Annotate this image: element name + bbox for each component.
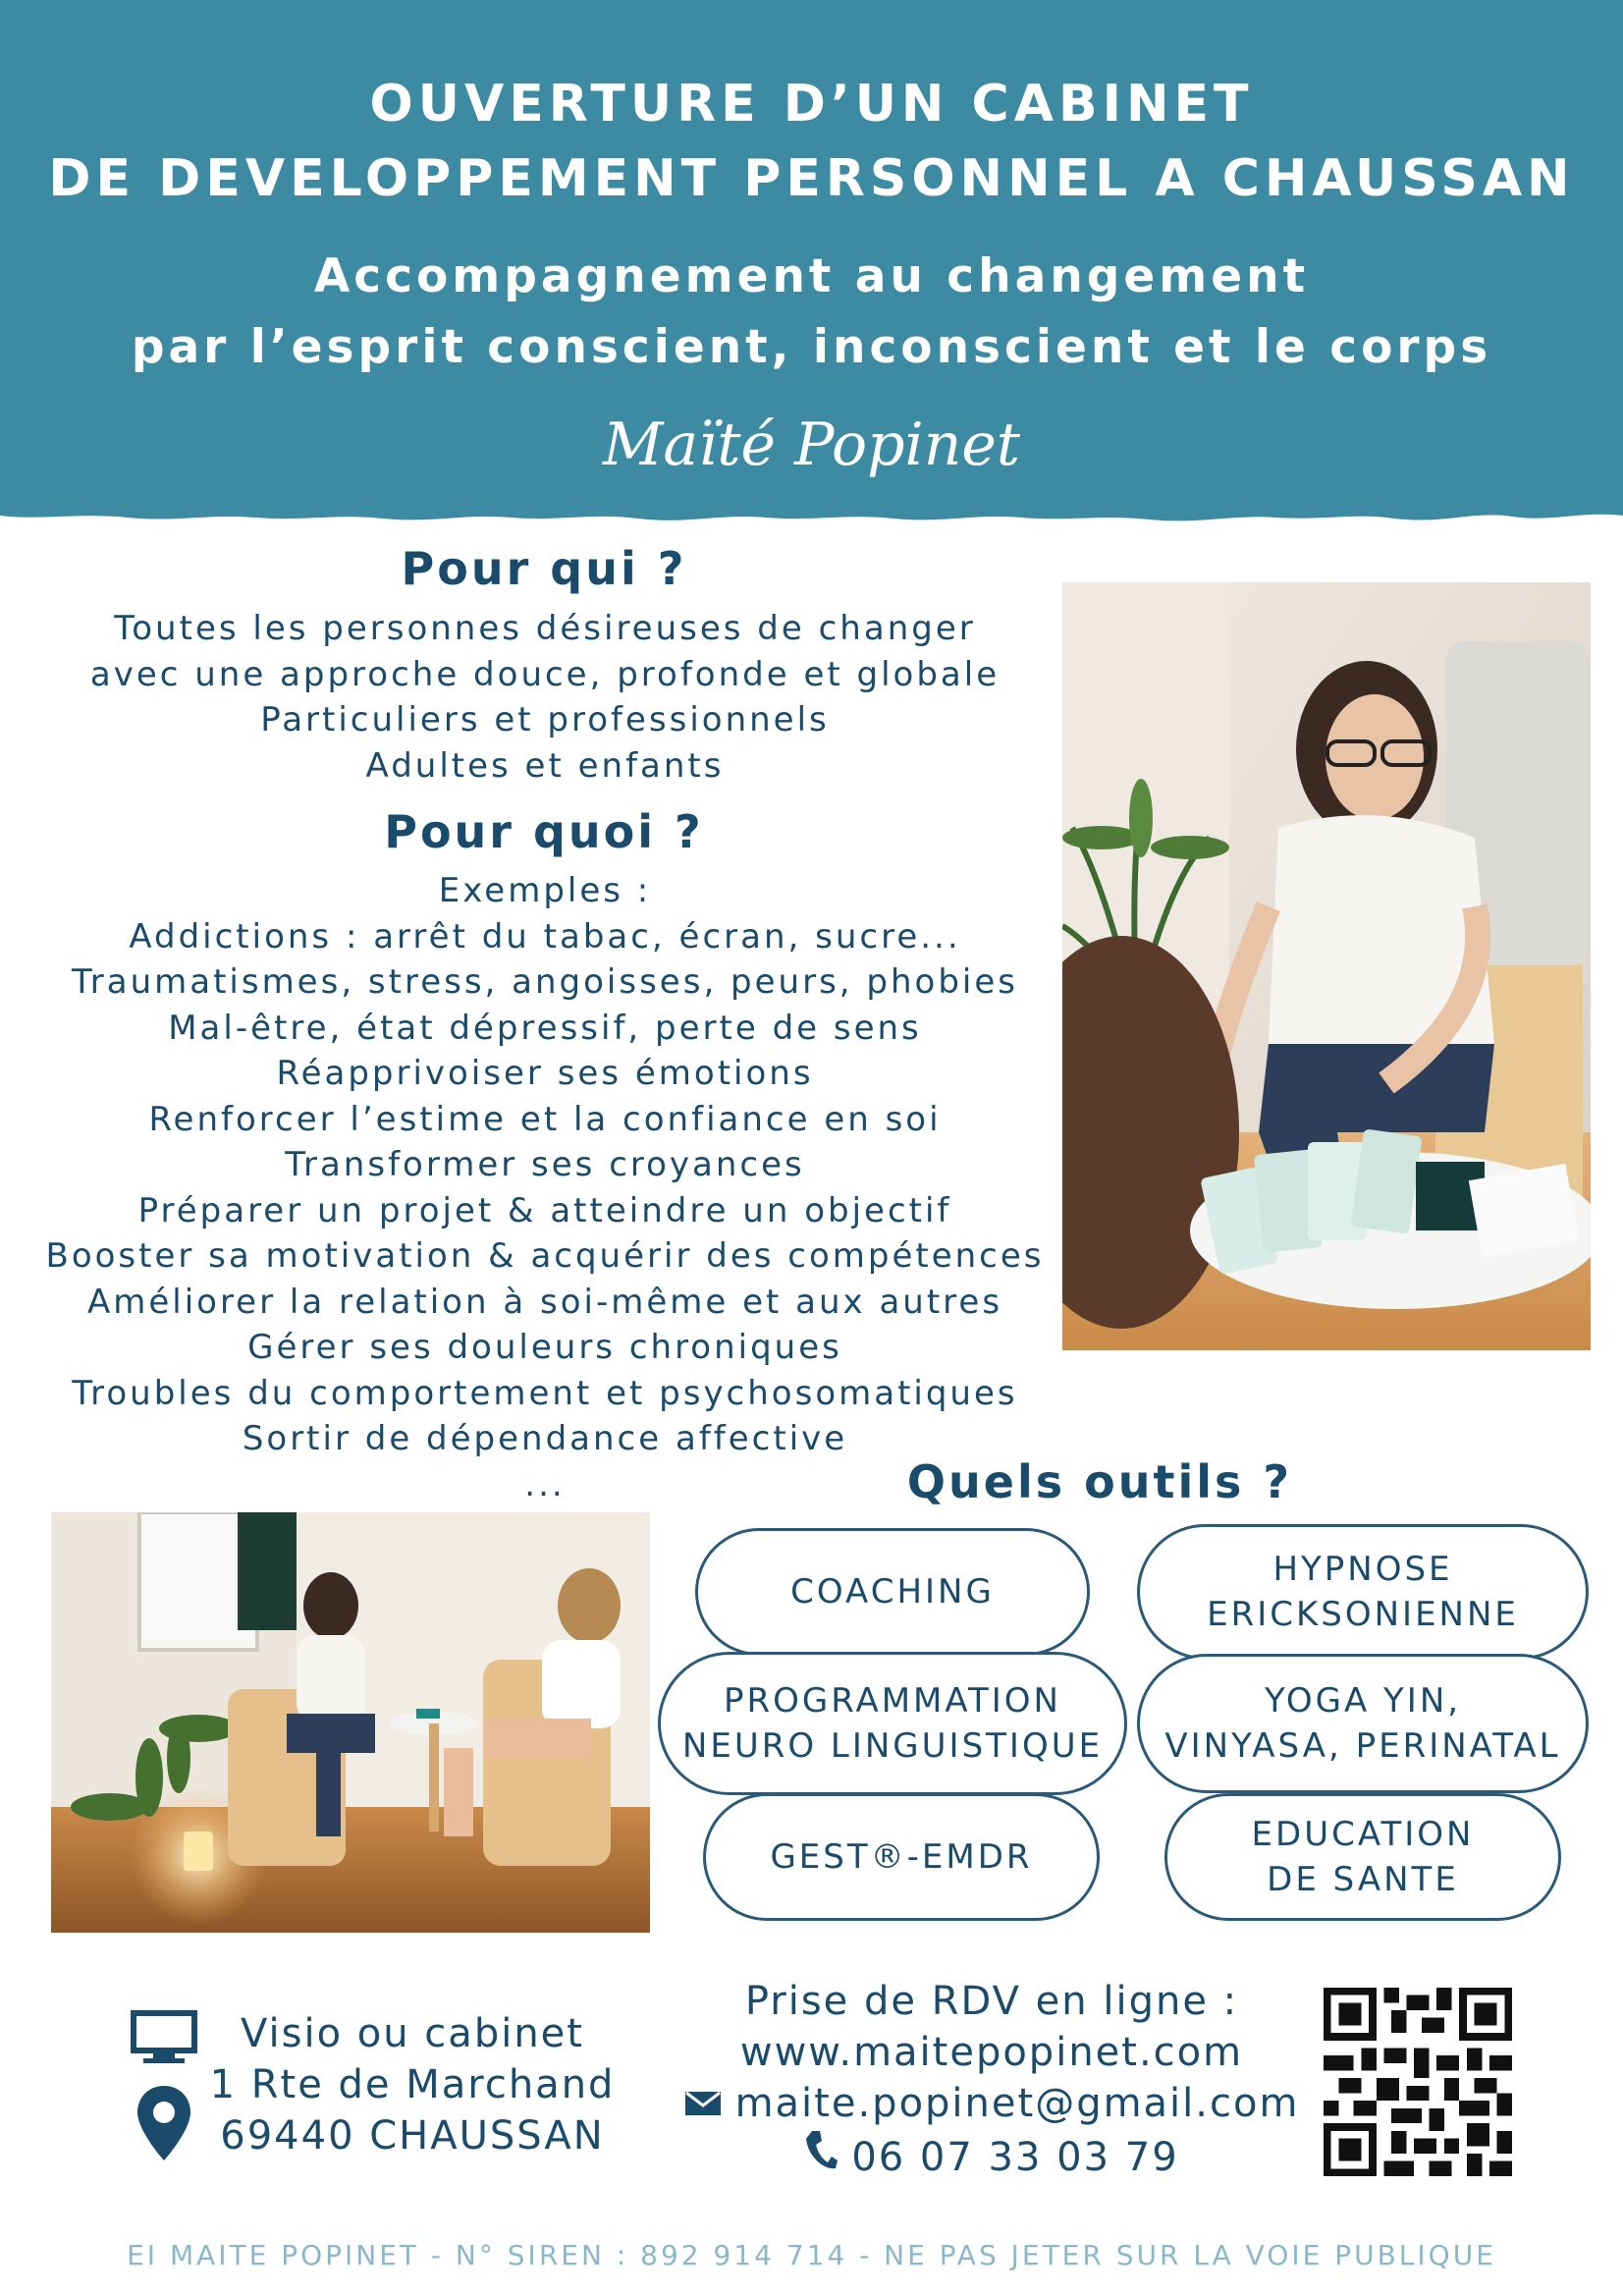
list-item: Particuliers et professionnels (260, 700, 830, 739)
booking-label: Prise de RDV en ligne : (744, 1979, 1239, 2024)
tool-pill (1164, 1793, 1561, 1921)
list-item: Toutes les personnes désireuses de changer (114, 609, 976, 648)
pour-quoi-heading: Pour quoi ? (384, 805, 704, 858)
city-address: 69440 CHAUSSAN (220, 2113, 605, 2159)
tool-pill (695, 1528, 1090, 1656)
booking-block (717, 1976, 1300, 2185)
street-address: 1 Rte de Marchand (209, 2062, 616, 2107)
tool-pill (1137, 1654, 1589, 1793)
subtitle-line-2: par l’esprit conscient, inconscient et le corps (131, 320, 1492, 374)
pour-qui-heading: Pour qui ? (401, 542, 687, 595)
tool-label: EDUCATION DE SANTE (1251, 1815, 1475, 1899)
monitor-icon (130, 2009, 198, 2068)
tool-pill (1137, 1524, 1589, 1660)
footer-legal: EI MAITE POPINET - N° SIREN : 892 914 714 - NE PAS JETER SUR LA VOIE PUBLIQUE (127, 2239, 1496, 2271)
list-item: Renforcer l’estime et la confiance en soi (148, 1099, 942, 1139)
tool-label: COACHING (790, 1572, 995, 1612)
list-item: Troubles du comportement et psychosomatiques (72, 1373, 1018, 1413)
list-item: avec une approche douce, profonde et globale (89, 654, 1001, 694)
subtitle-line-1: Accompagnement au changement (313, 249, 1310, 303)
list-item: Transformer ses croyances (285, 1145, 805, 1184)
list-item: Mal-être, état dépressif, perte de sens (168, 1008, 922, 1048)
outils-heading: Quels outils ? (906, 1455, 1293, 1508)
phone-row (717, 2129, 1267, 2185)
list-item: Améliorer la relation à soi-même et aux autres (86, 1282, 1003, 1322)
therapist-photo (1062, 582, 1591, 1350)
list-item: Sortir de dépendance affective (242, 1419, 848, 1458)
pour-quoi-list (29, 868, 1060, 1507)
list-item: Addictions : arrêt du tabac, écran, sucre... (129, 916, 961, 957)
tool-pill (658, 1652, 1127, 1795)
tool-label: HYPNOSE ERICKSONIENNE (1207, 1550, 1519, 1634)
tool-label: PROGRAMMATION NEURO LINGUISTIQUE (681, 1681, 1104, 1766)
qr-code[interactable] (1324, 1988, 1512, 2176)
tool-label: YOGA YIN, VINYASA, PERINATAL (1164, 1681, 1561, 1766)
email-link[interactable]: maite.popinet@gmail.com (734, 2081, 1300, 2126)
list-item: Gérer ses douleurs chroniques (247, 1328, 842, 1367)
title-line-2: DE DEVELOPPEMENT PERSONNEL A CHAUSSAN (48, 149, 1575, 208)
phone-icon (804, 2129, 838, 2185)
list-item: ... (524, 1464, 566, 1504)
visit-mode: Visio ou cabinet (241, 2011, 584, 2056)
email-row (717, 2078, 1300, 2129)
list-item: Préparer un projet & atteindre un objectif (137, 1190, 952, 1230)
title-line-1: OUVERTURE D’UN CABINET (369, 75, 1254, 134)
tool-label: GEST®-EMDR (770, 1837, 1033, 1877)
envelope-icon (684, 2078, 722, 2129)
list-item: Adultes et enfants (365, 745, 725, 786)
website-link[interactable]: www.maitepopinet.com (739, 2030, 1244, 2075)
list-item: Exemples : (438, 871, 652, 910)
phone-number[interactable]: 06 07 33 03 79 (851, 2134, 1179, 2180)
address-block (196, 2008, 628, 2161)
signature: Maïté Popinet (602, 410, 1020, 479)
pour-qui-list (29, 606, 1060, 789)
map-pin-icon (135, 2084, 192, 2166)
list-item: Booster sa motivation & acquérir des compétences (45, 1236, 1045, 1276)
list-item: Traumatismes, stress, angoisses, peurs, phobies (71, 962, 1019, 1002)
list-item: Réapprivoiser ses émotions (276, 1054, 814, 1093)
tool-pill (703, 1793, 1100, 1921)
session-photo (51, 1512, 650, 1933)
